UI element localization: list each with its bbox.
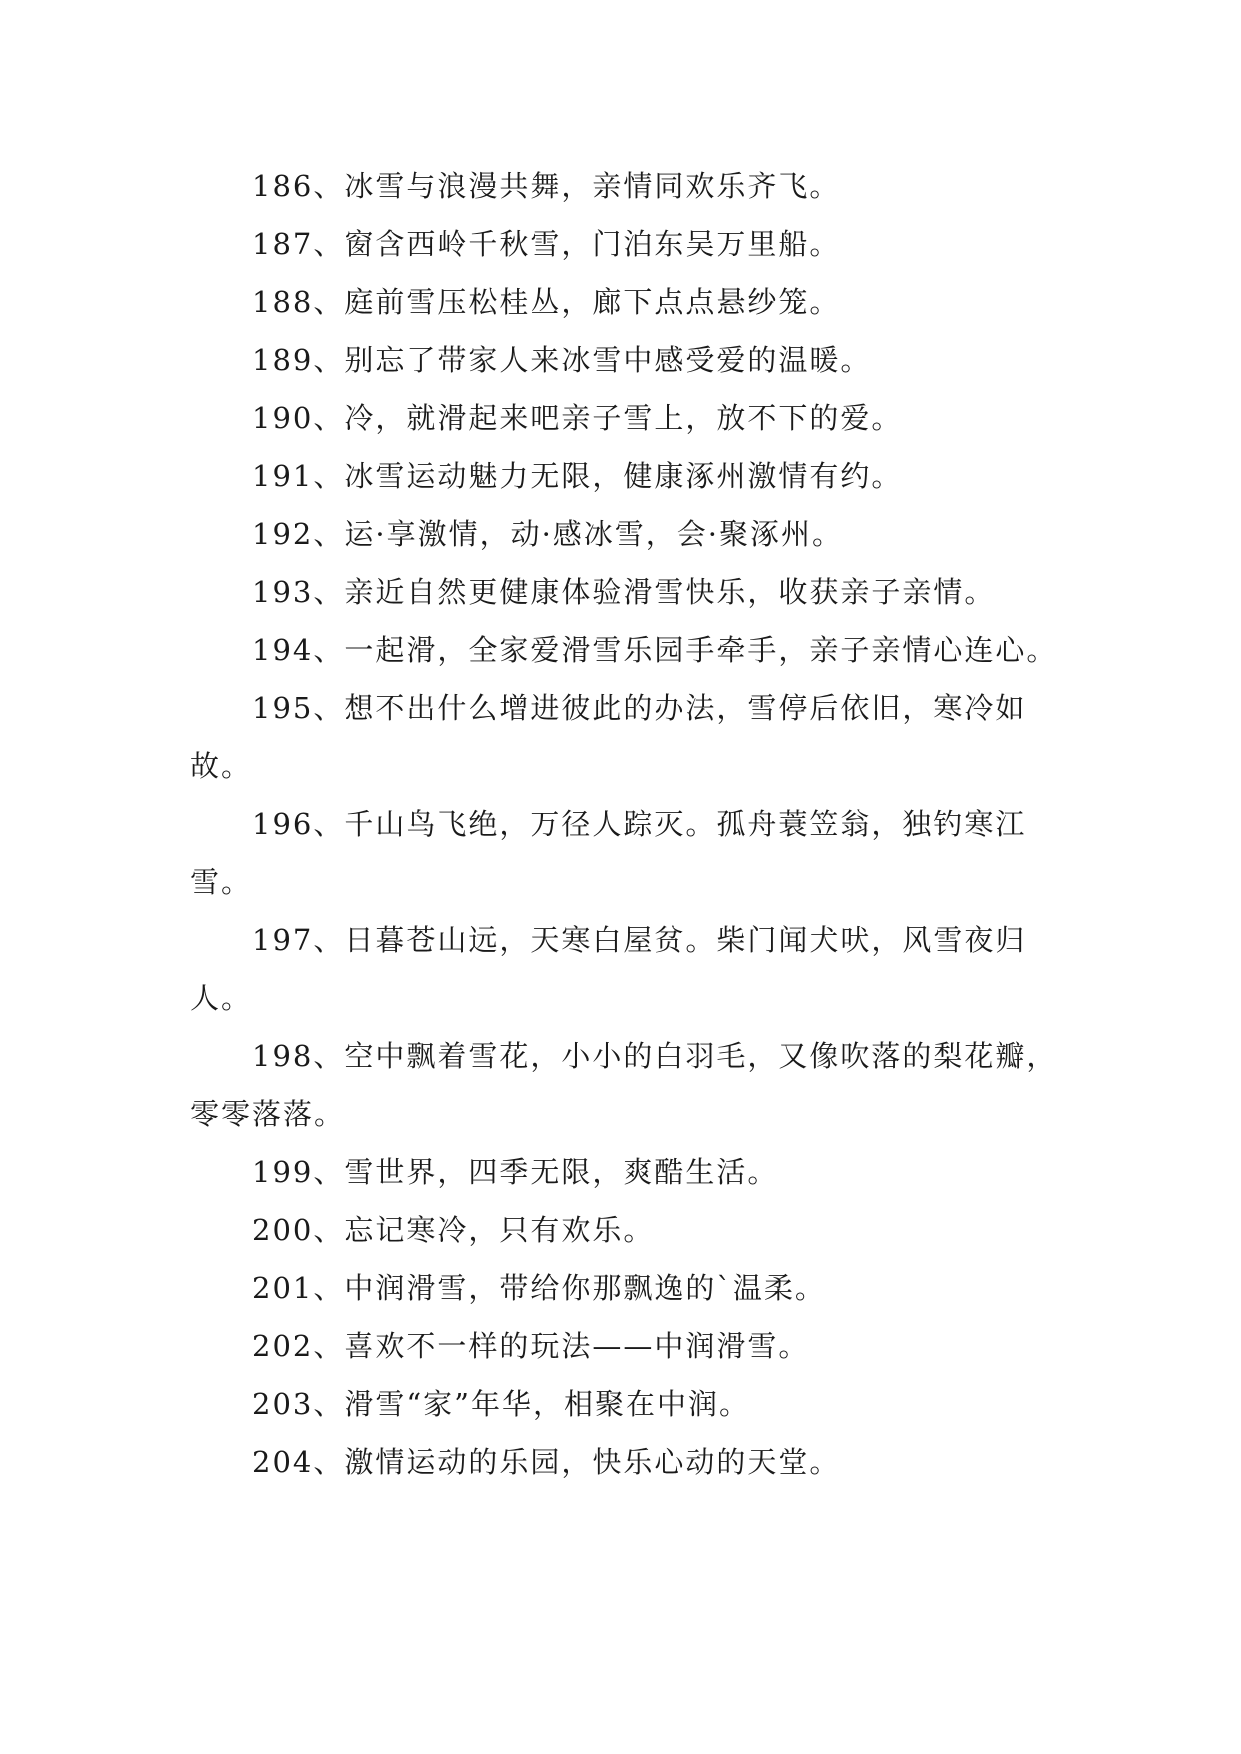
list-item-189: 189、别忘了带家人来冰雪中感受爱的温暖。: [252, 343, 872, 377]
list-item-201: 201、中润滑雪，带给你那飘逸的`温柔。: [252, 1271, 826, 1305]
list-item-195: 195、想不出什么增进彼此的办法，雪停后依旧，寒冷如故。: [190, 691, 1027, 783]
list-item-197: 197、日暮苍山远，天寒白屋贫。柴门闻犬吠，风雪夜归人。: [190, 923, 1027, 1015]
list-item-198: 198、空中飘着雪花，小小的白羽毛，又像吹落的梨花瓣，零零落落。: [190, 1039, 1058, 1131]
list-item-187: 187、窗含西岭千秋雪，门泊东吴万里船。: [252, 227, 841, 261]
list-item-188: 188、庭前雪压松桂丛，廊下点点悬纱笼。: [252, 285, 841, 319]
document-body: [190, 157, 1060, 1491]
list-item-204: 204、激情运动的乐园，快乐心动的天堂。: [252, 1445, 841, 1479]
list-item-192: 192、运·享激情，动·感冰雪，会·聚涿州。: [252, 517, 844, 551]
list-item-190: 190、冷，就滑起来吧亲子雪上，放不下的爱。: [252, 401, 903, 435]
list-item-200: 200、忘记寒冷，只有欢乐。: [252, 1213, 655, 1247]
list-item-196: 196、千山鸟飞绝，万径人踪灭。孤舟蓑笠翁，独钓寒江雪。: [190, 807, 1027, 899]
list-item-199: 199、雪世界，四季无限，爽酷生活。: [252, 1155, 779, 1189]
list-item-186: 186、冰雪与浪漫共舞，亲情同欢乐齐飞。: [252, 169, 841, 203]
list-item-202: 202、喜欢不一样的玩法——中润滑雪。: [252, 1329, 810, 1363]
list-item-191: 191、冰雪运动魅力无限，健康涿州激情有约。: [252, 459, 903, 493]
list-item-193: 193、亲近自然更健康体验滑雪快乐，收获亲子亲情。: [252, 575, 996, 609]
list-item-194: 194、一起滑，全家爱滑雪乐园手牵手，亲子亲情心连心。: [252, 633, 1058, 667]
list-item-203: 203、滑雪“家”年华，相聚在中润。: [252, 1387, 751, 1421]
